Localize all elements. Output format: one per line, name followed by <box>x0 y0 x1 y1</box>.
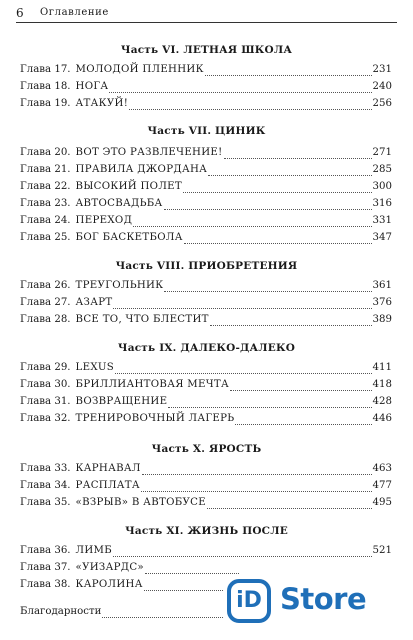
toc-entry: Глава 25. БОГ БАСКЕТБОЛА 347 <box>20 232 392 243</box>
toc-entry: Глава 35. «ВЗРЫВ» В АВТОБУСЕ 495 <box>20 497 392 508</box>
toc-entry: Глава 22. ВЫСОКИЙ ПОЛЕТ 300 <box>20 181 392 192</box>
toc-entry: Глава 18. НОГА 240 <box>20 81 392 92</box>
toc-entry: Глава 34. РАСПЛАТА 477 <box>20 480 392 491</box>
toc-entry: Глава 24. ПЕРЕХОД 331 <box>20 215 392 226</box>
toc-entry: Глава 17. МОЛОДОЙ ПЛЕННИК 231 <box>20 64 392 75</box>
logo-mark-icon: iD <box>227 579 271 623</box>
logo-text: Store <box>280 582 367 616</box>
acknowledgements-entry: Благодарности <box>20 606 240 622</box>
toc-entry: Глава 26. ТРЕУГОЛЬНИК 361 <box>20 280 392 291</box>
part-title: Часть X. ЯРОСТЬ <box>151 443 262 455</box>
toc-entry: Глава 37. «УИЗАРДС» <box>20 562 240 578</box>
page-number: 6 <box>16 6 24 20</box>
toc-entry: Глава 19. АТАКУЙ! 256 <box>20 98 392 109</box>
toc-entry: Глава 21. ПРАВИЛА ДЖОРДАНА 285 <box>20 164 392 175</box>
page-header <box>16 6 397 23</box>
running-title: Оглавление <box>40 7 109 18</box>
toc-entry: Глава 29. LEXUS 411 <box>20 362 392 373</box>
toc-entry: Глава 30. БРИЛЛИАНТОВАЯ МЕЧТА 418 <box>20 379 392 390</box>
toc-entry: Глава 31. ВОЗВРАЩЕНИЕ 428 <box>20 396 392 407</box>
toc-entry: Глава 38. КАРОЛИНА <box>20 579 240 595</box>
part-title: Часть IX. ДАЛЕКО-ДАЛЕКО <box>117 342 296 354</box>
part-title: Часть XI. ЖИЗНЬ ПОСЛЕ <box>125 525 288 537</box>
part-title: Часть VI. ЛЕТНАЯ ШКОЛА <box>120 44 293 56</box>
toc-entry: Глава 20. ВОТ ЭТО РАЗВЛЕЧЕНИЕ! 271 <box>20 147 392 158</box>
toc-entry: Глава 33. КАРНАВАЛ 463 <box>20 463 392 474</box>
toc-entry: Глава 32. ТРЕНИРОВОЧНЫЙ ЛАГЕРЬ 446 <box>20 413 392 424</box>
part-title: Часть VIII. ПРИОБРЕТЕНИЯ <box>115 260 298 272</box>
part-title: Часть VII. ЦИНИК <box>147 125 266 137</box>
store-watermark-logo <box>224 577 413 640</box>
toc-entry: Глава 23. АВТОСВАДЬБА 316 <box>20 198 392 209</box>
toc-entry: Глава 28. ВСЕ ТО, ЧТО БЛЕСТИТ 389 <box>20 314 392 325</box>
toc-entry: Глава 27. АЗАРТ 376 <box>20 297 392 308</box>
toc-entry: Глава 36. ЛИМБ 521 <box>20 545 392 556</box>
